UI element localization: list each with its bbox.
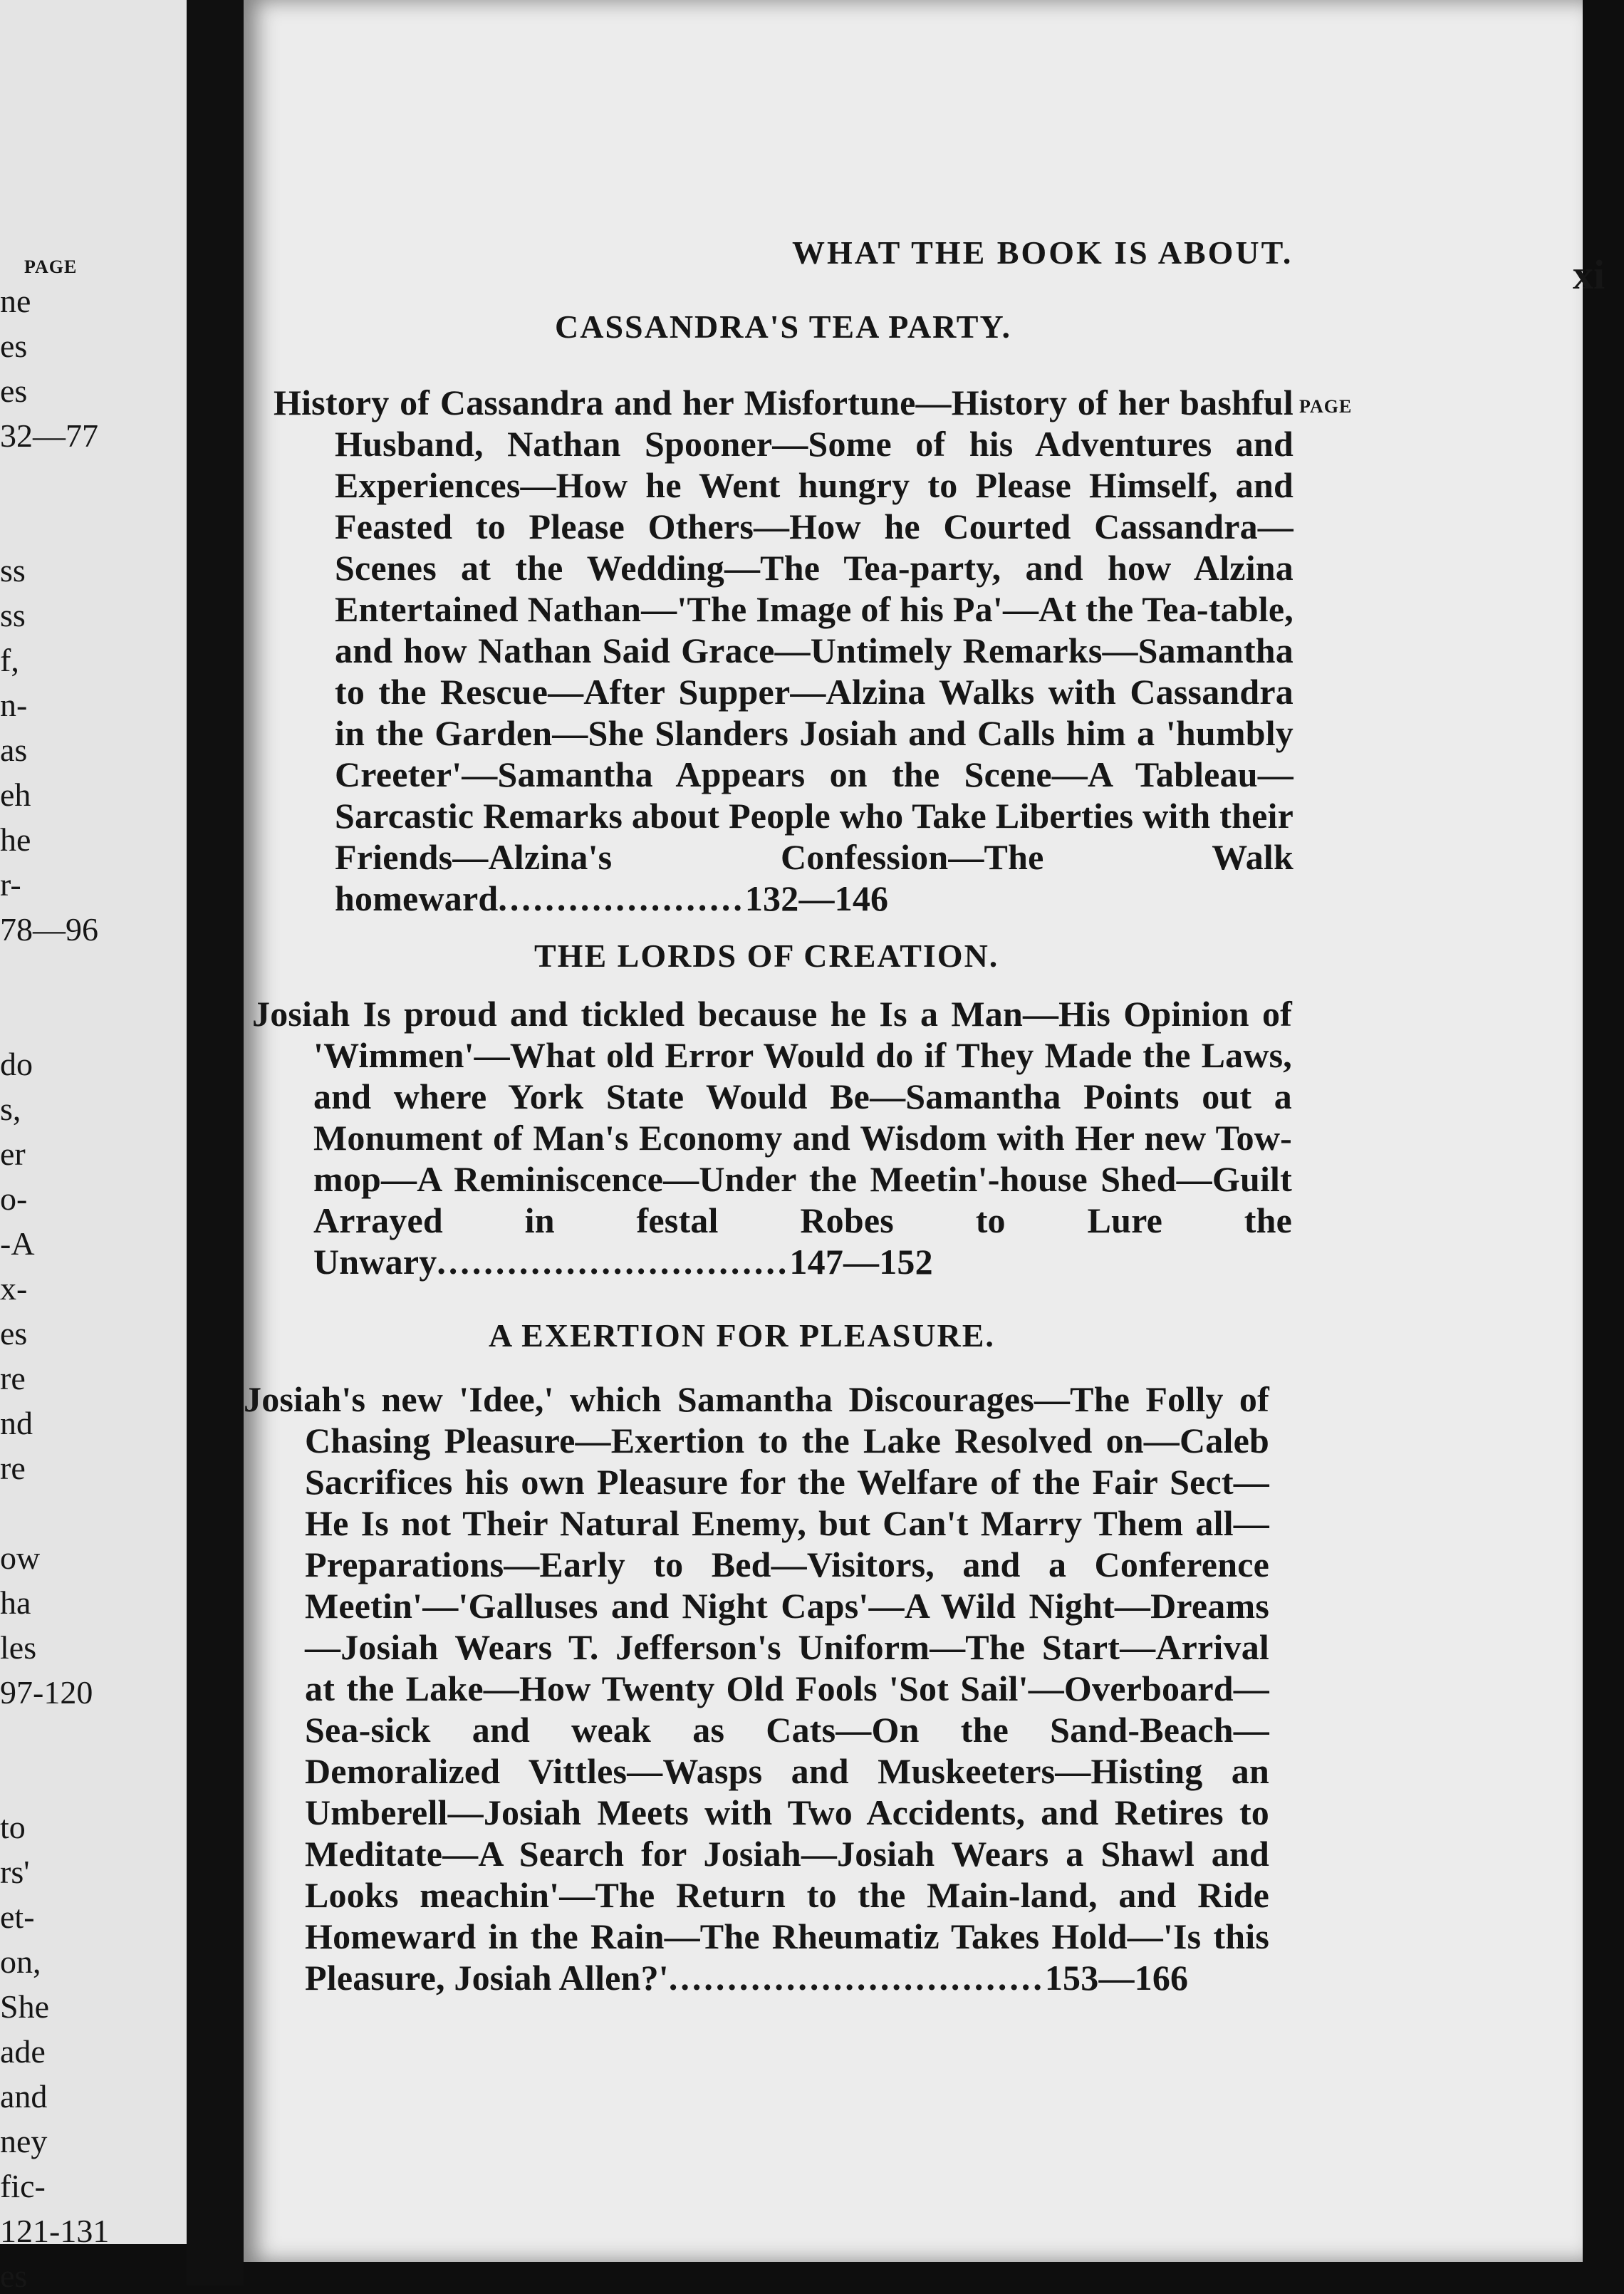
left-line-fragment: es [0,328,28,364]
left-line-fragment: o- [0,1180,28,1217]
left-line-fragment: ow [0,1540,41,1576]
summary-text: History of Cassandra and her Misfortune—History of her bashful Husband, Nathan Spooner—Some of his Adventures and Experiences—How he Went hungry to Please Himself, and Feasted to Please Others—How he Courted Cassandra—Scenes at the Wedding—The Tea-party, and how Alzina Entertained Nathan—'The Image of his Pa'—At the Tea-table, and how Nathan Said Grace—Untimely Remarks—Samantha to the Rescue—After Supper—Alzina Walks with Cassandra in the Garden—She Slanders Josiah and Calls him a 'humbly Creeter'—Samantha Appears on the Scene—A Tableau—Sarcastic Remarks about People who Take Liberties with their Friends—Alzina's Confession—The Walk homeward [274,383,1294,918]
left-line-fragment: 97-120 [0,1674,93,1711]
left-line-fragment: r- [0,866,21,903]
left-line-fragment: to [0,1809,26,1845]
left-line-fragment: ney [0,2123,48,2159]
left-line-fragment: fic- [0,2168,46,2204]
summary-text: Josiah Is proud and tickled because he Is a Man—His Opinion of 'Wimmen'—What old Error Would do if They Made the Laws, and where York State Would Be—Samantha Points out a Monument of Man's Economy and Wisdom with Her new Tow-mop—A Reminiscence—Under the Meetin'-house Shed—Guilt Arrayed in festal Robes to Lure the Unwary [252,994,1292,1282]
left-line-fragment: She [0,1988,49,2025]
right-page [244,0,1605,2262]
left-line-fragment: 32—77 [0,417,98,454]
left-line-fragment: ade [0,2033,46,2070]
left-line-fragment: rs' [0,1854,30,1890]
page-range: 132—146 [744,878,889,918]
left-line-fragment: les [0,1629,37,1666]
left-line-fragment: do [0,1046,33,1082]
left-line-fragment: 78—96 [0,911,98,948]
left-line-fragment: and [0,2078,48,2114]
left-line-fragment: f, [0,642,19,678]
section-summary-exertion [244,1379,1269,1998]
page-range: 153—166 [1044,1958,1189,1998]
left-line-fragment: on, [0,1943,41,1980]
left-line-fragment: -A [0,1225,35,1262]
left-line-fragment: es [0,373,28,409]
section-title-cassandra: CASSANDRA'S TEA PARTY. [555,308,1011,345]
left-line-fragment: re [0,1360,26,1396]
section-page-label: PAGE [1299,396,1353,417]
leader-dots: .............................. [437,1242,790,1282]
section-title-lords: THE LORDS OF CREATION. [534,938,999,974]
left-line-fragment: ha [0,1584,31,1621]
page-range: 147—152 [789,1242,933,1282]
summary-text: Josiah's new 'Idee,' which Samantha Discourages—The Folly of Chasing Pleasure—Exertion to the Lake Resolved on—Caleb Sacrifices his own Pleasure for the Welfare of the Fair Sect—He Is not Their Natural Enemy, but Can't Marry Them all—Preparations—Early to Bed—Visitors, and a Conference Meetin'—'Galluses and Night Caps'—A Wild Night—Dreams—Josiah Wears T. Jefferson's Uniform—The Start—Arrival at the Lake—How Twenty Old Fools 'Sot Sail'—Overboard—Sea-sick and weak as Cats—On the Sand-Beach—Demoralized Vittles—Wasps and Muskeeters—Histing an Umberell—Josiah Meets with Two Accidents, and Retires to Meditate—A Search for Josiah—Josiah Wears a Shawl and Looks meachin'—The Return to the Main-land, and Ride Homeward in the Rain—The Rheumatiz Takes Hold—'Is this Pleasure, Josiah Allen?' [244,1379,1269,1998]
leader-dots: ..................... [498,878,745,918]
left-line-fragment: es [0,2258,28,2294]
leader-dots: ................................ [668,1958,1045,1998]
left-line-fragment: er [0,1136,26,1172]
left-line-fragment: nd [0,1405,33,1441]
left-page-label: PAGE [24,256,78,277]
left-line-fragment: s, [0,1091,21,1127]
left-line-fragment: re [0,1450,26,1486]
left-line-fragment: he [0,821,31,858]
left-line-fragment: n- [0,687,28,723]
left-line-fragment: as [0,732,28,768]
left-line-fragment: es [0,1315,28,1351]
left-line-fragment: et- [0,1899,35,1935]
left-line-fragment: 121-131 [0,2213,110,2249]
left-facing-page [0,0,187,2294]
running-head: WHAT THE BOOK IS ABOUT. [792,234,1294,271]
book-gutter [187,0,244,2285]
section-summary-lords [252,993,1292,1282]
left-line-fragment: eh [0,777,31,813]
page-number: xi [1573,251,1605,298]
section-title-exertion: A EXERTION FOR PLEASURE. [489,1317,995,1354]
left-line-fragment: ne [0,283,31,319]
section-summary-cassandra [274,382,1294,919]
left-line-fragment: ss [0,552,26,588]
left-line-fragment: x- [0,1270,28,1307]
left-line-fragment: ss [0,597,26,633]
